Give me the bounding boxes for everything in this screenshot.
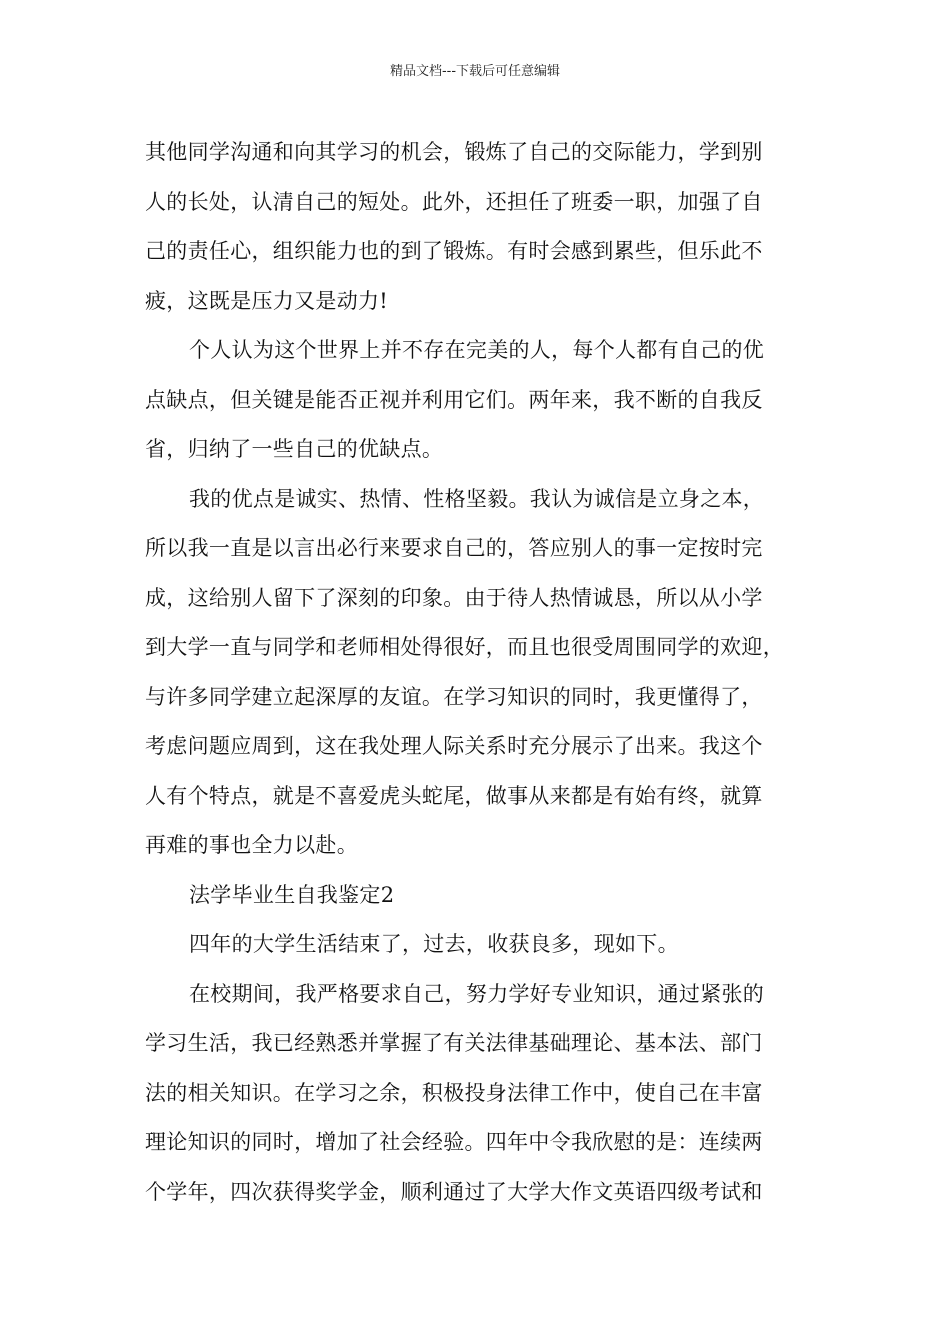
text-line: 理论知识的同时，增加了社会经验。四年中令我欣慰的是：连续两 (145, 1130, 763, 1154)
text-line: 所以我一直是以言出必行来要求自己的，答应别人的事一定按时完 (145, 536, 763, 560)
page-header: 精品文档---下载后可任意编辑 (389, 64, 561, 79)
text-line: 与许多同学建立起深厚的友谊。在学习知识的同时，我更懂得了， (145, 684, 763, 709)
document-body (145, 128, 825, 1217)
text-line: 人有个特点，就是不喜爱虎头蛇尾，做事从来都是有始有终，就算 (145, 783, 763, 808)
text-line: 考虑问题应周到，这在我处理人际关系时充分展示了出来。我这个 (145, 734, 763, 758)
text-line: 点缺点，但关键是能否正视并利用它们。两年来，我不断的自我反 (145, 387, 763, 412)
text-line: 个学年，四次获得奖学金，顺利通过了大学大作文英语四级考试和 (145, 1179, 763, 1204)
text-line: 其他同学沟通和向其学习的机会，锻炼了自己的交际能力，学到别 (145, 140, 763, 164)
text-line: 省，归纳了一些自己的优缺点。 (145, 437, 444, 461)
text-line: 成，这给别人留下了深刻的印象。由于待人热情诚恳，所以从小学 (145, 585, 763, 610)
paragraph-start-line: 个人认为这个世界上并不存在完美的人，每个人都有自己的优 (189, 338, 765, 362)
section-heading: 法学毕业生自我鉴定2 (189, 882, 395, 907)
text-line: 再难的事也全力以赴。 (145, 833, 358, 857)
text-line: 人的长处，认清自己的短处。此外，还担任了班委一职，加强了自 (145, 189, 763, 214)
text-line: 学习生活，我已经熟悉并掌握了有关法律基础理论、基本法、部门 (145, 1031, 763, 1055)
paragraph-start-line: 我的优点是诚实、热情、性格坚毅。我认为诚信是立身之本， (189, 486, 765, 511)
text-line: 到大学一直与同学和老师相处得很好，而且也很受周围同学的欢迎， (145, 635, 784, 659)
text-line: 疲，这既是压力又是动力! (145, 288, 389, 313)
text-line: 法的相关知识。在学习之余，积极投身法律工作中，使自己在丰富 (145, 1080, 763, 1105)
paragraph-start-line: 四年的大学生活结束了，过去，收获良多，现如下。 (189, 932, 679, 956)
paragraph-start-line: 在校期间，我严格要求自己，努力学好专业知识，通过紧张的 (189, 981, 765, 1006)
text-line: 己的责任心，组织能力也的到了锻炼。有时会感到累些，但乐此不 (145, 239, 763, 263)
